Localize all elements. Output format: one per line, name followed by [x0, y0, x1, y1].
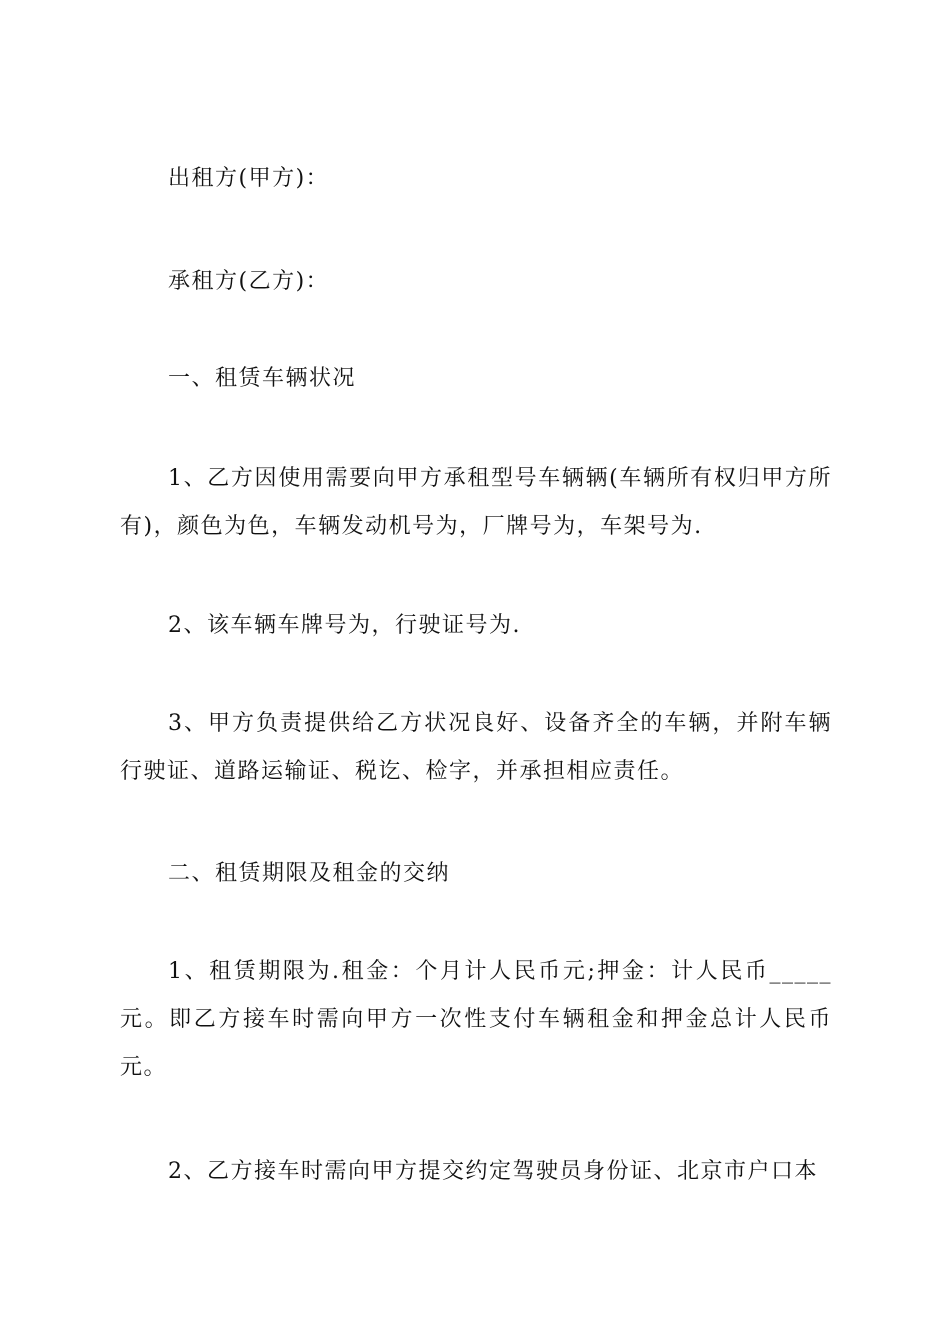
lessor-party-a: 出租方(甲方)： — [168, 166, 330, 191]
clause-vehicle-1: 1、乙方因使用需要向甲方承租型号车辆辆(车辆所有权归甲方所有)，颜色为色，车辆发动机号为，厂牌号为，车架号为. — [120, 466, 832, 539]
clause-term-1: 1、租赁期限为.租金：个月计人民币元;押金：计人民币_____元。即乙方接车时需向甲方一次性支付车辆租金和押金总计人民币元。 — [120, 959, 832, 1080]
clause-vehicle-3: 3、甲方负责提供给乙方状况良好、设备齐全的车辆，并附车辆行驶证、道路运输证、税讫、检字，并承担相应责任。 — [120, 711, 832, 784]
document-page — [120, 0, 832, 1344]
section-heading-term-rent: 二、租赁期限及租金的交纳 — [168, 861, 451, 886]
lessee-party-b: 承租方(乙方)： — [168, 269, 330, 294]
clause-term-2: 2、乙方接车时需向甲方提交约定驾驶员身份证、北京市户口本 — [168, 1159, 818, 1184]
clause-vehicle-2: 2、该车辆车牌号为，行驶证号为. — [168, 613, 521, 638]
section-heading-vehicle-status: 一、租赁车辆状况 — [168, 366, 357, 391]
